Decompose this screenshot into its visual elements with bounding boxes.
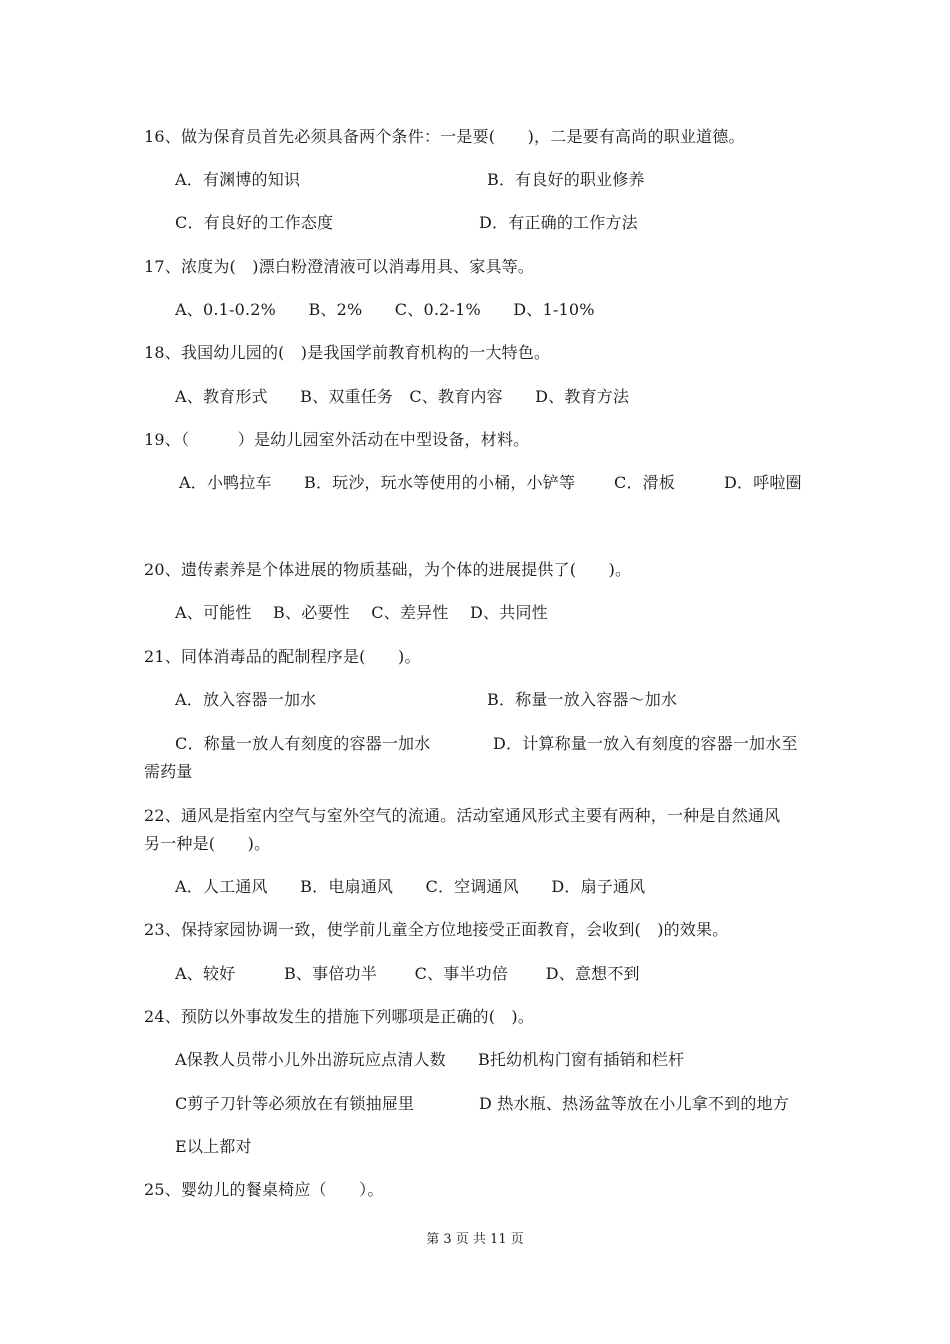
question-24-option-b: B托幼机构门窗有插销和栏杆 <box>478 1050 685 1069</box>
question-23-options: A、较好 B、事倍功半 C、事半功倍 D、意想不到 <box>175 964 640 983</box>
question-24-option-a: A保教人员带小儿外出游玩应点清人数 <box>175 1050 446 1069</box>
question-21-option-c: C．称量一放人有刻度的容器一加水 <box>175 734 431 753</box>
question-18-stem: 18、我国幼儿园的( )是我国学前教育机构的一大特色。 <box>144 343 551 362</box>
question-16-option-d: D．有正确的工作方法 <box>479 213 638 232</box>
question-24-option-c: C剪子刀针等必须放在有锁抽屉里 <box>175 1094 415 1113</box>
question-19-stem: 19、（ ）是幼儿园室外活动在中型设备，材料。 <box>144 430 530 449</box>
question-16-option-c: C．有良好的工作态度 <box>175 213 334 232</box>
question-24-option-d: D 热水瓶、热汤盆等放在小儿拿不到的地方 <box>479 1094 789 1113</box>
question-24-stem: 24、预防以外事故发生的措施下列哪项是正确的( )。 <box>144 1007 535 1026</box>
question-18-options: A、教育形式 B、双重任务 C、教育内容 D、教育方法 <box>175 387 630 406</box>
question-16-option-b: B．有良好的职业修养 <box>487 170 645 189</box>
question-17-stem: 17、浓度为( )漂白粉澄清液可以消毒用具、家具等。 <box>144 257 535 276</box>
question-22-stem-line1: 22、通风是指室内空气与室外空气的流通。活动室通风形式主要有两种，一种是自然通风 <box>144 806 781 825</box>
question-23-stem: 23、保持家园协调一致，使学前儿童全方位地接受正面教育，会收到( )的效果。 <box>144 920 729 939</box>
question-21-stem: 21、同体消毒品的配制程序是( )。 <box>144 647 421 666</box>
question-19-option-d: D．呼啦圈 <box>724 473 802 492</box>
question-20-options: A、可能性 B、必要性 C、差异性 D、共同性 <box>175 603 548 622</box>
question-21-option-d-continuation: 需药量 <box>144 762 193 781</box>
question-22-options: A．人工通风 B．电扇通风 C．空调通风 D．扇子通风 <box>175 877 646 896</box>
question-20-stem: 20、遗传素养是个体进展的物质基础，为个体的进展提供了( )。 <box>144 560 632 579</box>
question-21-option-b: B．称量一放入容器～加水 <box>487 690 678 709</box>
question-19-option-b: B．玩沙，玩水等使用的小桶，小铲等 <box>304 473 576 492</box>
question-24-option-e: E以上都对 <box>175 1137 252 1156</box>
question-21-option-d: D．计算称量一放入有刻度的容器一加水至 <box>493 734 798 753</box>
question-25-stem: 25、婴幼儿的餐桌椅应（ ）。 <box>144 1180 384 1199</box>
question-22-stem-line2: 另一种是( )。 <box>144 834 271 853</box>
question-17-options: A、0.1-0.2% B、2% C、0.2-1% D、1-10% <box>175 300 595 319</box>
page-footer: 第 3 页 共 11 页 <box>426 1232 524 1247</box>
question-21-option-a: A．放入容器一加水 <box>175 690 317 709</box>
question-16-option-a: A．有渊博的知识 <box>175 170 301 189</box>
question-16-stem: 16、做为保育员首先必须具备两个条件：一是要( )，二是要有高尚的职业道德。 <box>144 127 745 146</box>
question-19-option-c: C．滑板 <box>614 473 676 492</box>
question-19-option-a: A．小鸭拉车 <box>179 473 272 492</box>
